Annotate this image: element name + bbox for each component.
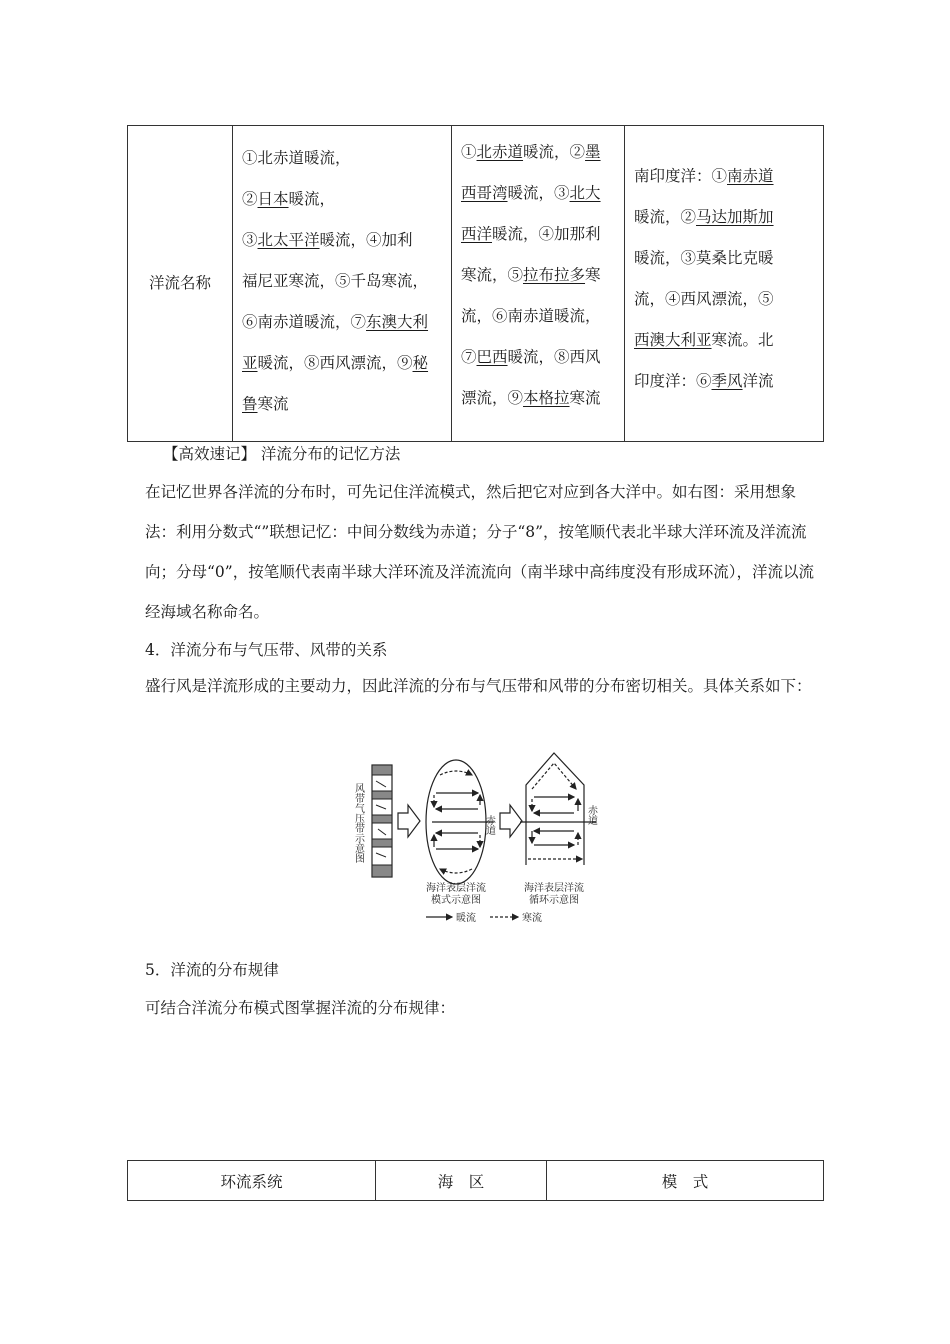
cell-line <box>634 238 814 279</box>
cell-line <box>634 279 814 320</box>
memo-heading: 【高效速记】 洋流分布的记忆方法 <box>163 445 401 463</box>
underlined-term: 东澳大利 <box>366 313 429 331</box>
underlined-term: 南赤道 <box>727 167 774 185</box>
text-segment: 印度洋：⑥ <box>634 372 712 390</box>
current-system-table <box>127 1160 824 1201</box>
underlined-term: 季风 <box>711 372 743 390</box>
header-sea-area: 海 区 <box>376 1161 547 1201</box>
cell-line <box>634 197 814 238</box>
text-segment: 暖流，⑧西风 <box>507 348 601 366</box>
underlined-term: 西澳大利亚 <box>634 331 712 349</box>
underlined-term: 西哥湾 <box>461 184 508 202</box>
cell-line <box>634 320 814 361</box>
underlined-term: 西洋 <box>461 225 493 243</box>
underlined-term: 马达加斯加 <box>696 208 774 226</box>
underlined-term: 亚 <box>242 354 258 372</box>
transition-arrow-1 <box>398 805 420 837</box>
text-segment: 暖流，③莫桑比克暖 <box>634 249 774 267</box>
underlined-term: 北赤道 <box>476 143 524 161</box>
wind-belt-bar <box>372 765 392 877</box>
equator-label-2: 赤道 <box>585 805 597 825</box>
text-segment: ① <box>461 143 477 161</box>
underlined-term: 秘 <box>412 354 429 372</box>
row-header-cell: 洋流名称 <box>128 126 233 442</box>
header-pattern: 模 式 <box>547 1161 824 1201</box>
text-segment: ①北赤道暖流， <box>242 149 351 167</box>
legend-cold-label: 寒流 <box>522 913 542 924</box>
underlined-term: 墨 <box>585 143 601 161</box>
text-segment: 流，⑥南赤道暖流， <box>461 307 601 325</box>
cell-line <box>634 361 814 402</box>
cell-line <box>461 173 615 214</box>
cell-line <box>461 214 615 255</box>
text-segment: 暖流，② <box>523 143 586 161</box>
caption-1-line1: 海洋表层洋流 <box>426 883 486 894</box>
caption-2-line1: 海洋表层洋流 <box>524 883 584 894</box>
text-segment: 寒流 <box>569 389 601 407</box>
section-4-title: 4．洋流分布与气压带、风带的关系 <box>145 641 388 659</box>
text-segment: 暖流，② <box>634 208 697 226</box>
caption-2-line2: 循环示意图 <box>529 895 579 906</box>
underlined-term: 本格拉 <box>523 389 570 407</box>
cell-line <box>461 337 615 378</box>
text-segment: 流，④西风漂流，⑤ <box>634 290 774 308</box>
text-segment: 寒流，⑤ <box>461 266 524 284</box>
text-segment: 福尼亚寒流，⑤千岛寒流， <box>242 272 429 290</box>
transition-arrow-2 <box>500 805 522 837</box>
pacific-currents-cell <box>233 126 452 442</box>
text-segment: 寒 <box>585 266 601 284</box>
text-segment: ③ <box>242 231 258 249</box>
text-segment: 暖流，⑧西风漂流，⑨ <box>257 354 413 372</box>
text-segment: 暖流，④加利 <box>319 231 413 249</box>
header-circulation-system: 环流系统 <box>128 1161 376 1201</box>
atlantic-currents-cell <box>452 126 625 442</box>
cell-line <box>242 343 442 384</box>
caption-1-line2: 模式示意图 <box>431 895 481 906</box>
equator-label-1: 赤道 <box>483 815 495 835</box>
legend-warm-label: 暖流 <box>456 913 476 924</box>
indian-currents-cell <box>625 126 824 442</box>
cell-line <box>242 261 442 302</box>
cell-line <box>242 302 442 343</box>
memo-paragraph: 在记忆世界各洋流的分布时，可先记住洋流模式，然后把它对应到各大洋中。如右图：采用想象法：利用分数式“”联想记忆：中间分数线为赤道；分子“8”，按笔顺代表北半球大洋环流及洋流流向；分母“0”，按笔顺代表南半球大洋环流及洋流流向（南半球中高纬度没有形成环流），洋流以流经海域名称命名。 <box>145 483 814 621</box>
underlined-term: 拉布拉多 <box>523 266 586 284</box>
underlined-term: 日本 <box>257 190 289 208</box>
table-row <box>128 126 824 442</box>
section-5-paragraph: 可结合洋流分布模式图掌握洋流的分布规律： <box>145 999 456 1017</box>
cell-line <box>461 255 615 296</box>
wind-belt-label: 风带气压带示意图 <box>352 783 364 863</box>
cell-line <box>461 296 615 337</box>
section-5-title: 5．洋流的分布规律 <box>145 961 279 979</box>
text-segment: 暖流，③ <box>507 184 570 202</box>
text-segment: 洋流 <box>742 372 774 390</box>
underlined-term: 北大 <box>569 184 601 202</box>
text-segment: 寒流 <box>257 395 289 413</box>
section-4-paragraph: 盛行风是洋流形成的主要动力，因此洋流的分布与气压带和风带的分布密切相关。具体关系如下： <box>145 677 812 695</box>
cell-line <box>634 156 814 197</box>
underlined-term: 鲁 <box>242 395 258 413</box>
text-segment: 暖流， <box>288 190 336 208</box>
underlined-term: 北太平洋 <box>257 231 320 249</box>
text-segment: ⑦ <box>461 348 477 366</box>
text-segment: ② <box>242 190 258 208</box>
ocean-current-names-table <box>127 125 824 442</box>
text-segment: 寒流。北 <box>711 331 774 349</box>
text-segment: 漂流，⑨ <box>461 389 524 407</box>
cell-line <box>242 138 442 179</box>
text-segment: 南印度洋：① <box>634 167 728 185</box>
ocean-current-diagram <box>348 745 618 930</box>
cell-line <box>242 179 442 220</box>
cell-line <box>461 132 615 173</box>
text-segment: 暖流，④加那利 <box>492 225 601 243</box>
table-header-row <box>128 1161 824 1201</box>
underlined-term: 巴西 <box>476 348 508 366</box>
text-segment: ⑥南赤道暖流，⑦ <box>242 313 367 331</box>
cell-line <box>242 384 442 425</box>
cell-line <box>242 220 442 261</box>
cell-line <box>461 378 615 419</box>
